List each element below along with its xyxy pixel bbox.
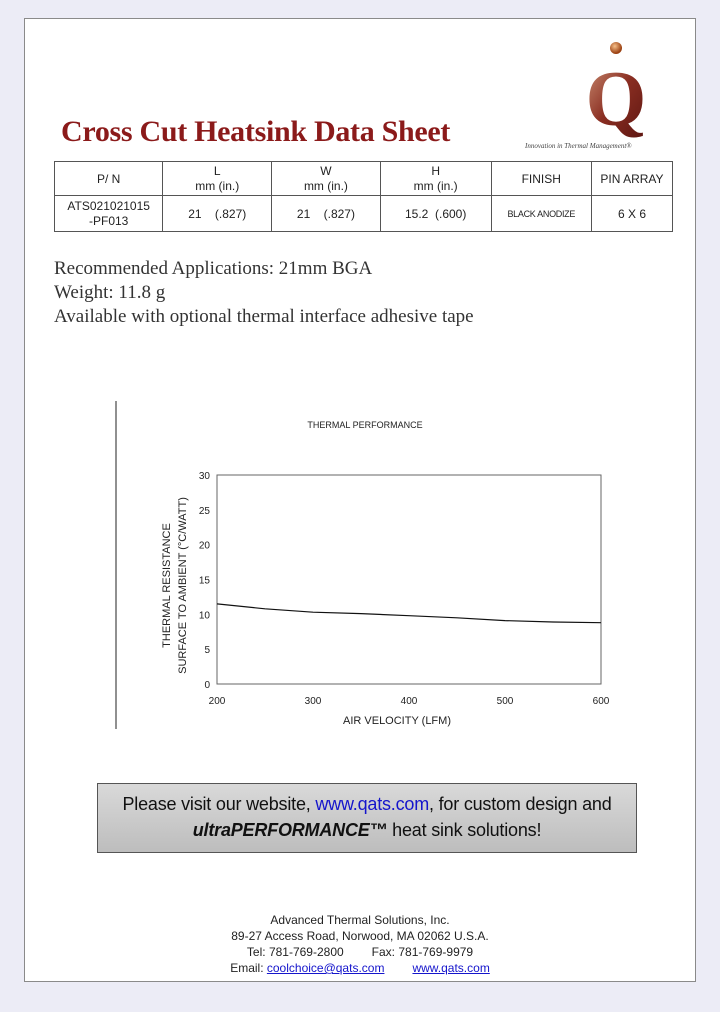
value-l: 21 (.827) (163, 196, 272, 232)
x-tick-label: 200 (208, 696, 226, 707)
website-banner (97, 783, 637, 853)
banner-website-link[interactable]: www.qats.com (315, 794, 430, 814)
x-tick-label: 400 (400, 696, 418, 707)
recommended-applications: Recommended Applications: 21mm BGA (54, 258, 373, 279)
banner-line1: Please visit our website, www.qats.com, for custom design and (122, 794, 612, 814)
value-pin-array: 6 X 6 (592, 196, 673, 232)
company-address: 89-27 Access Road, Norwood, MA 02062 U.S.A. (231, 929, 489, 943)
banner-line2: ultraPERFORMANCE™ heat sink solutions! (192, 820, 542, 840)
contact-links: Email: coolchoice@qats.com www.qats.com (230, 961, 490, 975)
y-axis-label-line1: THERMAL RESISTANCE (161, 523, 173, 648)
tape-option: Available with optional thermal interface adhesive tape (54, 306, 474, 327)
footer-website-link[interactable]: www.qats.com (412, 961, 490, 975)
thermal-resistance-line (217, 604, 601, 623)
header-finish: FINISH (491, 162, 591, 196)
chart-title: THERMAL PERFORMANCE (307, 420, 423, 430)
y-tick-label: 10 (198, 610, 210, 622)
company-footer (175, 912, 545, 976)
y-tick-label: 0 (204, 680, 210, 691)
weight: Weight: 11.8 g (54, 282, 166, 303)
thermal-performance-chart (113, 399, 613, 739)
header-h: H mm (in.) (380, 162, 491, 196)
x-tick-label: 300 (304, 696, 322, 707)
y-tick-label: 15 (198, 575, 210, 587)
value-pn: ATS021021015 -PF013 (55, 196, 163, 232)
fax-number: 781-769-9979 (398, 945, 474, 959)
spec-header-row (55, 162, 673, 196)
company-name: Advanced Thermal Solutions, Inc. (270, 913, 450, 927)
x-tick-label: 600 (592, 696, 610, 707)
y-tick-label: 25 (198, 505, 210, 517)
spec-value-row (55, 196, 673, 232)
x-tick-labels (209, 696, 610, 707)
header-pn: P/ N (55, 162, 163, 196)
header-pin-array: PIN ARRAY (592, 162, 673, 196)
logo-tagline: Innovation in Thermal Management® (525, 142, 632, 150)
logo-letter: Q (585, 55, 647, 142)
phone-number: 781-769-2800 (268, 945, 344, 959)
y-tick-label: 30 (198, 471, 210, 482)
product-info (54, 257, 474, 329)
qats-logo (583, 39, 653, 149)
value-w: 21 (.827) (272, 196, 381, 232)
header-w: W mm (in.) (272, 162, 381, 196)
ultraperformance-brand: ultraPERFORMANCE™ (192, 820, 388, 840)
value-finish: BLACK ANODIZE (491, 196, 591, 232)
email-link[interactable]: coolchoice@qats.com (266, 961, 385, 975)
y-tick-label: 5 (204, 645, 210, 657)
y-tick-labels (199, 471, 211, 691)
y-axis-label-line2: SURFACE TO AMBIENT (°C/WATT) (177, 497, 189, 674)
header-l: L mm (in.) (163, 162, 272, 196)
page-title: Cross Cut Heatsink Data Sheet (61, 115, 451, 148)
spec-table (54, 161, 673, 232)
value-h: 15.2 (.600) (380, 196, 491, 232)
x-tick-label: 500 (496, 696, 514, 707)
data-sheet-page (24, 18, 696, 982)
phone-fax: Tel: 781-769-2800 Fax: 781-769-9979 (246, 945, 474, 959)
x-axis-label: AIR VELOCITY (LFM) (343, 715, 451, 727)
y-tick-label: 20 (198, 540, 210, 552)
plot-area (217, 475, 601, 684)
